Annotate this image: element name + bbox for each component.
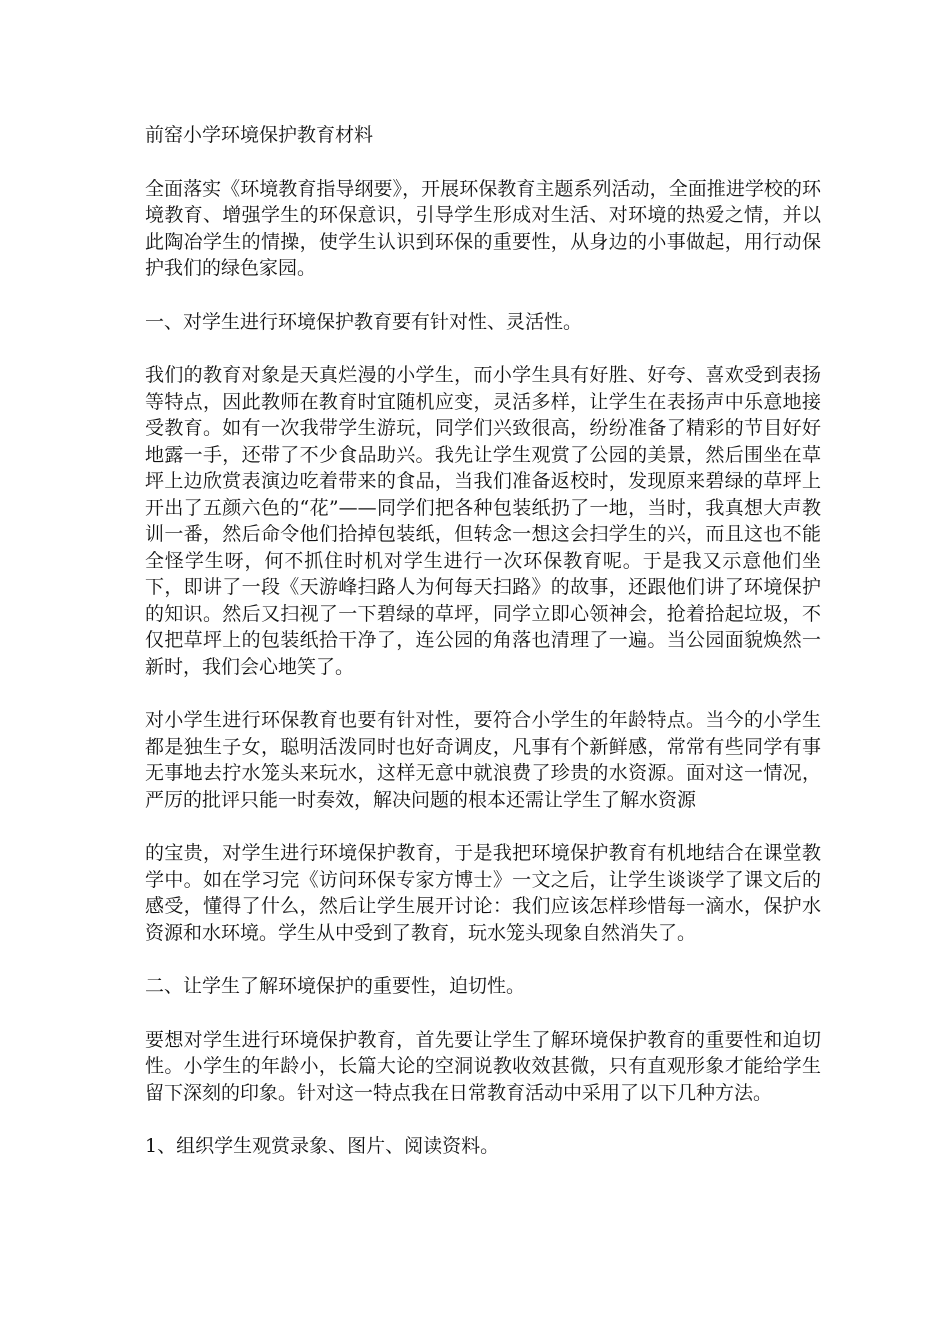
section-heading-1: 一、对学生进行环境保护教育要有针对性、灵活性。 [145,310,583,333]
body-paragraph: 的宝贵，对学生进行环境保护教育，于是我把环境保护教育有机地结合在课堂教学中。如在学习完《访问环保专家方博士》一文之后，让学生谈谈学了课文后的感受，懂得了什么，然后让学生展开讨论：我们应该怎样珍惜每一滴水，保护水资源和水环境。学生从中受到了教育，玩水笼头现象自然消失了。 [145,842,821,944]
body-paragraph: 对小学生进行环保教育也要有针对性，要符合小学生的年龄特点。当今的小学生都是独生子女，聪明活泼同时也好奇调皮，凡事有个新鲜感，常常有些同学有事无事地去拧水笼头来玩水，这样无意中就浪费了珍贵的水资源。面对这一情况，严厉的批评只能一时奏效，解决问题的根本还需让学生了解水资源 [145,709,821,811]
intro-paragraph: 全面落实《环境教育指导纲要》，开展环保教育主题系列活动，全面推进学校的环境教育、增强学生的环保意识，引导学生形成对生活、对环境的热爱之情，并以此陶冶学生的情操，使学生认识到环保的重要性，从身边的小事做起，用行动保护我们的绿色家园。 [145,177,821,279]
document-title: 前窑小学环境保护教育材料 [145,124,374,146]
document-page [145,122,821,1187]
section-heading-2: 二、让学生了解环境保护的重要性，迫切性。 [145,975,526,997]
subsection-heading-1: 1、组织学生观赏录象、图片、阅读资料。 [145,1135,500,1157]
body-paragraph: 要想对学生进行环境保护教育，首先要让学生了解环境保护教育的重要性和迫切性。小学生的年龄小，长篇大论的空洞说教收效甚微，只有直观形象才能给学生留下深刻的印象。针对这一特点我在日常教育活动中采用了以下几种方法。 [145,1028,821,1104]
body-paragraph: 我们的教育对象是天真烂漫的小学生，而小学生具有好胜、好夸、喜欢受到表扬等特点，因此教师在教育时宜随机应变，灵活多样，让学生在表扬声中乐意地接受教育。如有一次我带学生游玩，同学们兴致很高，纷纷准备了精彩的节目好好地露一手，还带了不少食品助兴。我先让学生观赏了公园的美景，然后围坐在草坪上边欣赏表演边吃着带来的食品，当我们准备返校时，发现原来碧绿的草坪上开出了五颜六色的“花”——同学们把各种包装纸扔了一地，当时，我真想大声教训一番，然后命令他们拾掉包装纸，但转念一想这会扫学生的兴，而且这也不能全怪学生呀，何不抓住时机对学生进行一次环保教育呢。于是我又示意他们坐下，即讲了一段《天游峰扫路人为何每天扫路》的故事，还跟他们讲了环境保护的知识。然后又扫视了一下碧绿的草坪，同学立即心领神会，抢着拾起垃圾，不仅把草坪上的包装纸拾干净了，连公园的角落也清理了一遍。当公园面貌焕然一新时，我们会心地笑了。 [145,364,821,678]
